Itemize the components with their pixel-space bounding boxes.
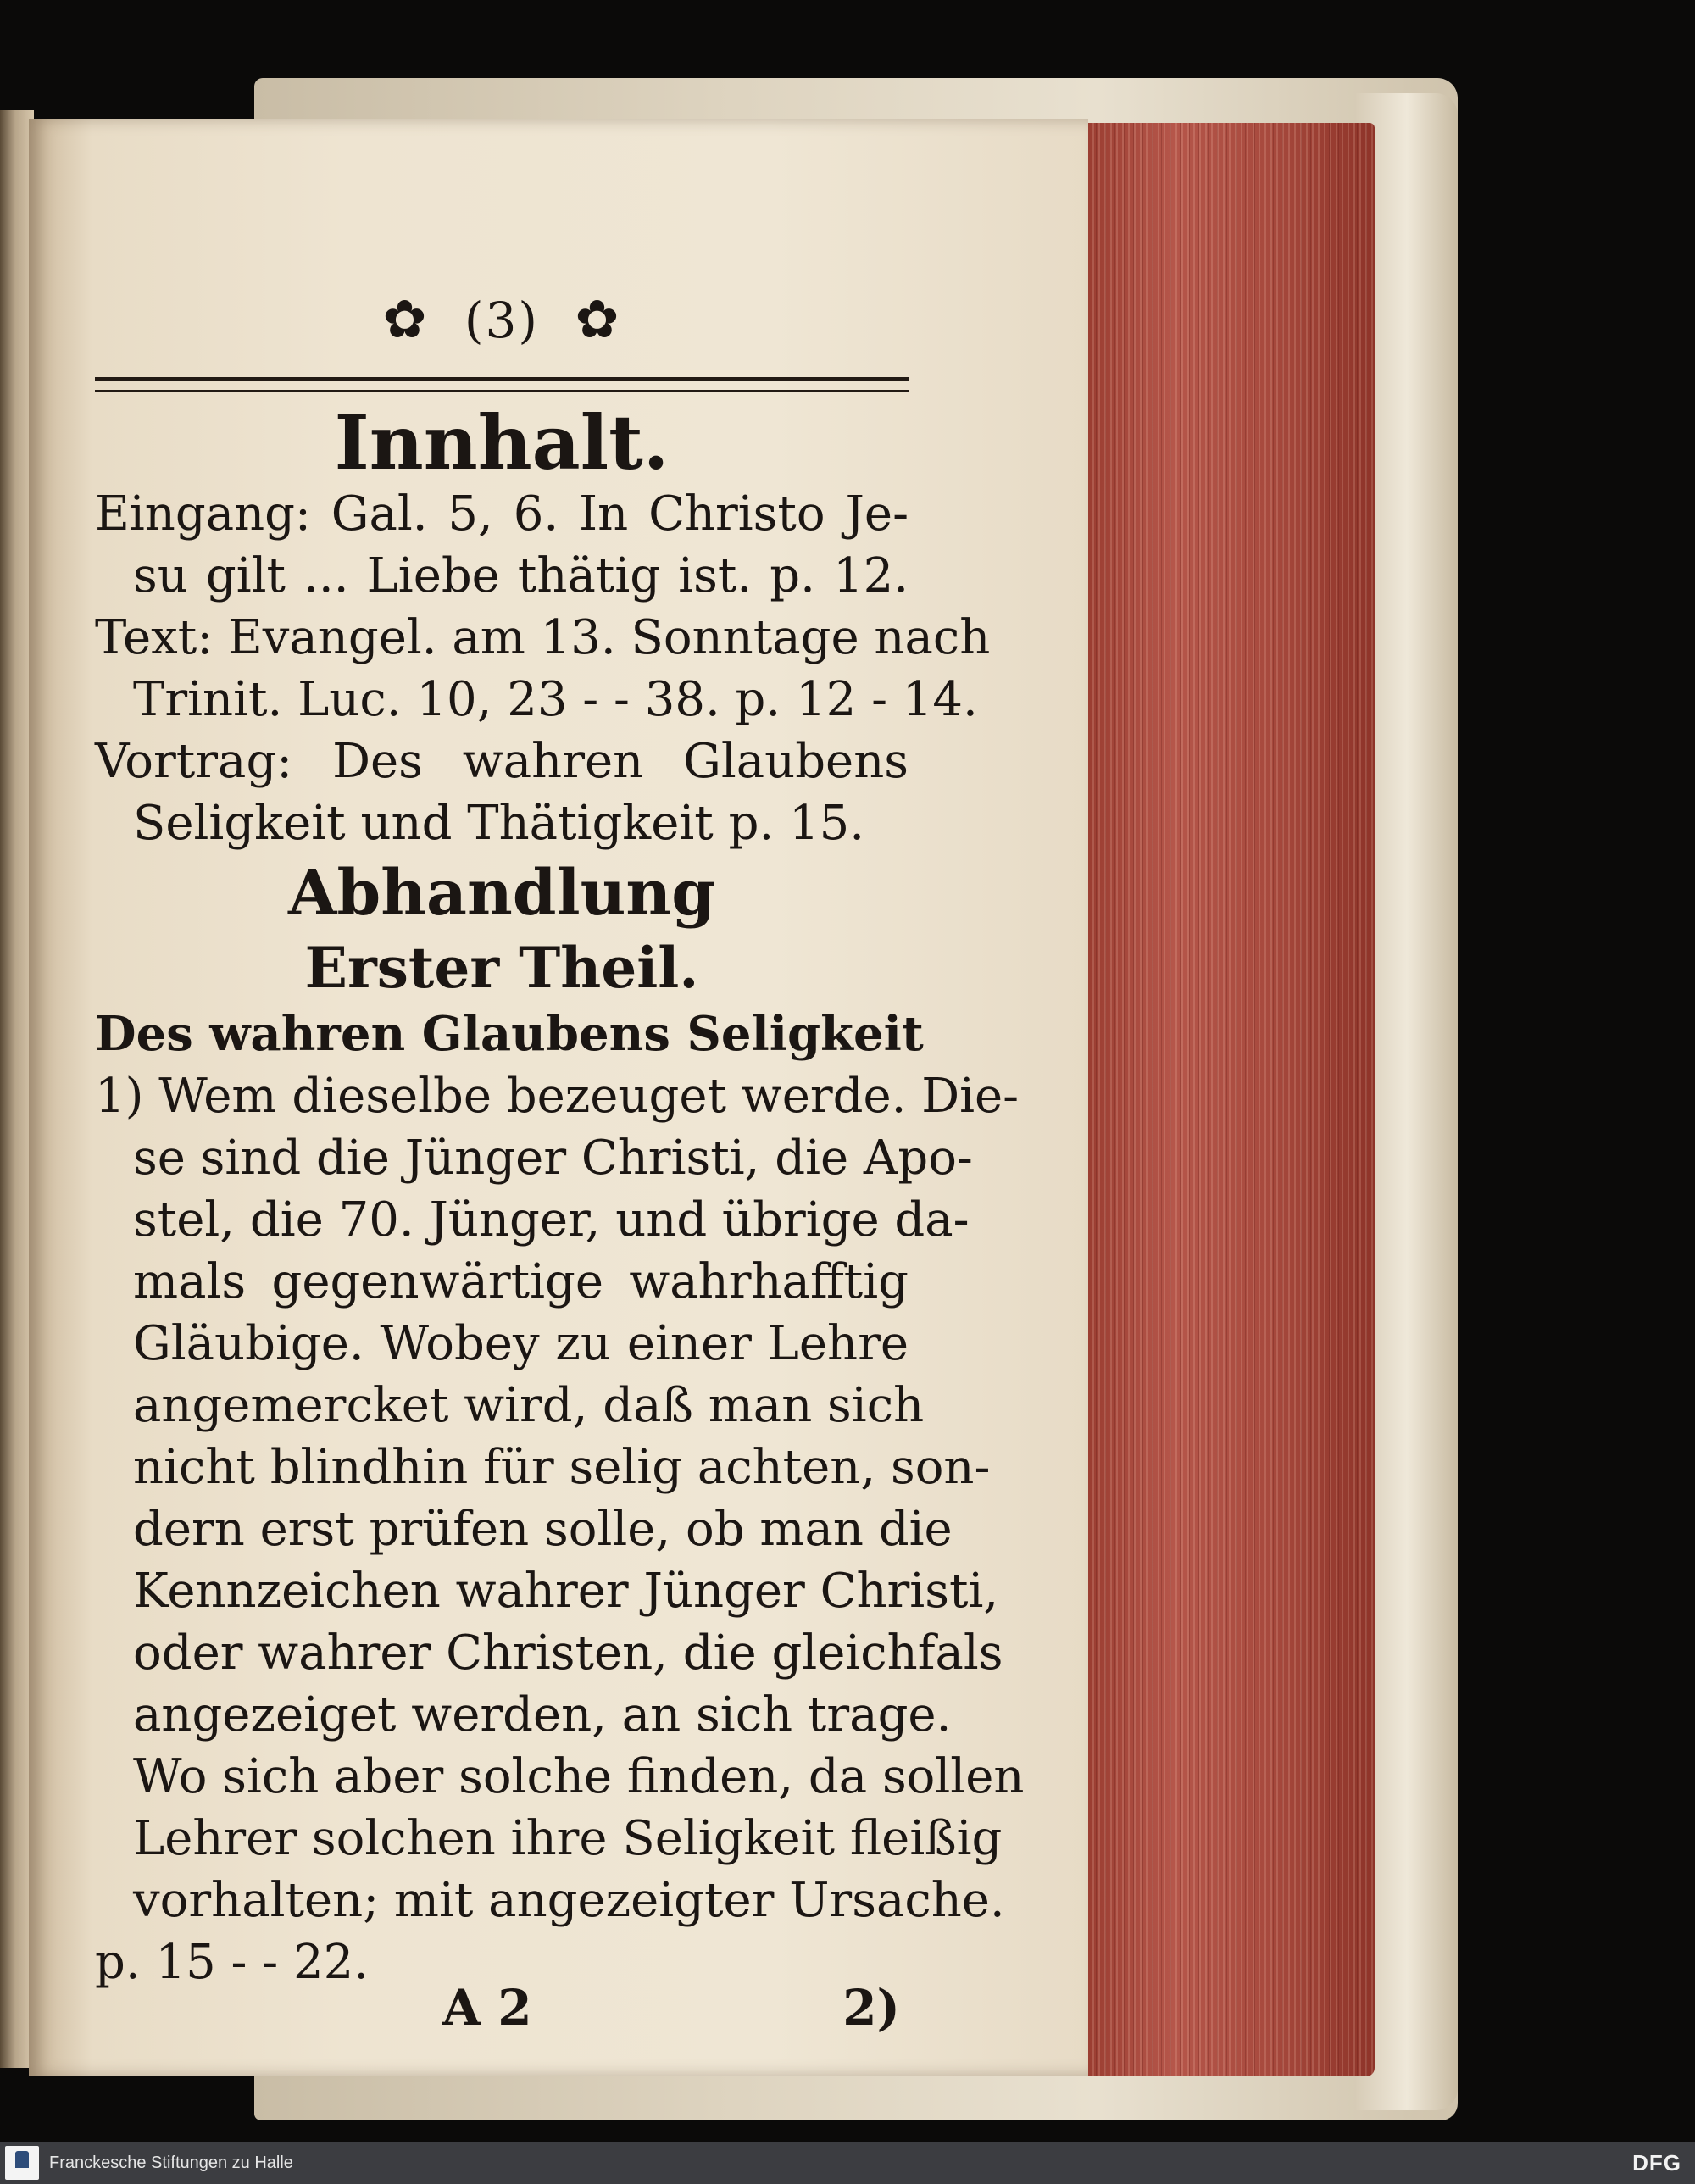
text-line: Kennzeichen wahrer Jünger Christi, [133, 1564, 999, 1619]
header-rule [95, 377, 909, 392]
text-line: Des wahren Glaubens Seligkeit [95, 1006, 924, 1062]
dfg-logo[interactable]: DFG [1632, 2150, 1681, 2176]
institution-name[interactable]: Franckesche Stiftungen zu Halle [49, 2153, 293, 2172]
text-line: Lehrer solchen ihre Seligkeit fleißig [133, 1811, 1003, 1866]
text-line: mals gegenwärtige wahrhafftig [133, 1254, 909, 1309]
running-head [95, 288, 909, 350]
text-line: Text: Evangel. am 13. Sonntage nach [95, 610, 991, 665]
institution-logo-icon[interactable] [5, 2146, 39, 2180]
text-line: 1) Wem dieselbe bezeuget werde. Die- [95, 1069, 1020, 1124]
text-line: su gilt ... Liebe thätig ist. p. 12. [133, 548, 909, 603]
subsection-heading: Erster Theil. [304, 935, 699, 1001]
text-line: Eingang: Gal. 5, 6. In Christo Je- [95, 486, 909, 542]
text-line: Wo sich aber solche finden, da sollen [133, 1749, 1025, 1804]
catchword: 2) [842, 1979, 900, 2037]
signature-line [95, 1979, 909, 2047]
red-fore-edge [1086, 123, 1375, 2076]
signature-mark: A 2 [442, 1979, 532, 2037]
page-title: Innhalt. [334, 398, 670, 486]
content-lines [95, 483, 1025, 1993]
text-line: Vortrag: Des wahren Glaubens [95, 734, 909, 789]
text-line: Trinit. Luc. 10, 23 - - 38. p. 12 - 14. [133, 672, 978, 727]
book-page [29, 119, 1088, 2076]
text-line: Seligkeit und Thätigkeit p. 15. [133, 796, 865, 851]
text-line: angemercket wird, daß man sich [133, 1378, 925, 1433]
text-line: dern erst prüfen solle, ob man die [133, 1502, 953, 1557]
text-line: nicht blindhin für selig achten, son- [133, 1440, 991, 1495]
text-line: stel, die 70. Jünger, und übrige da- [133, 1192, 970, 1248]
ornament-left-icon: ✿ [382, 288, 429, 350]
text-line: vorhalten; mit angezeigter Ursache. [133, 1873, 1005, 1928]
text-line: p. 15 - - 22. [95, 1935, 370, 1990]
text-line: Gläubige. Wobey zu einer Lehre [133, 1316, 909, 1371]
text-line: se sind die Jünger Christi, die Apo- [133, 1131, 973, 1186]
text-line: oder wahrer Christen, die gleichfals [133, 1625, 1003, 1681]
section-heading: Abhandlung [288, 857, 715, 930]
text-line: angezeiget werden, an sich trage. [133, 1687, 952, 1742]
viewer-footer [0, 2142, 1695, 2184]
page-number: (3) [464, 292, 540, 349]
ornament-right-icon: ✿ [575, 288, 621, 350]
